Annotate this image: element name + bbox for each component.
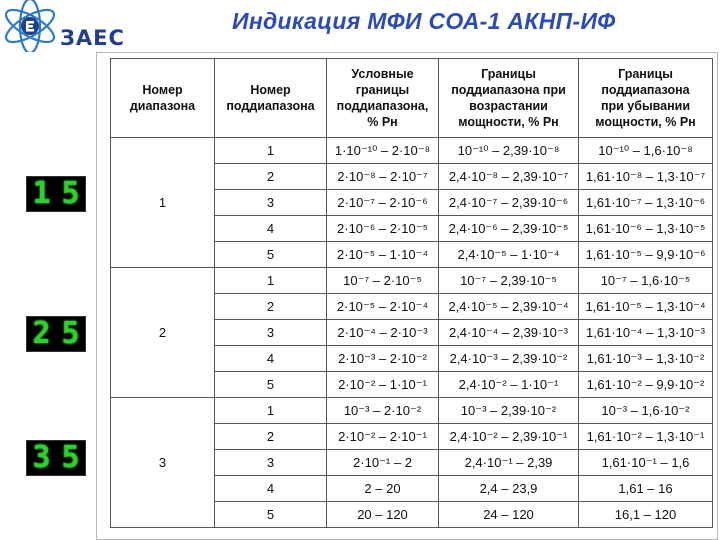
- rising-bounds: 2,4·10⁻⁶ – 2,39·10⁻⁵: [439, 216, 579, 242]
- header-line: мощности, % Pн: [458, 115, 559, 129]
- subrange-number: 1: [215, 138, 327, 164]
- range-number: 3: [111, 398, 215, 528]
- falling-bounds: 10⁻⁷ – 1,6·10⁻⁵: [579, 268, 713, 294]
- header-rising: [439, 59, 579, 138]
- nominal-bounds: 2·10⁻² – 1·10⁻¹: [327, 372, 439, 398]
- nominal-bounds: 1·10⁻¹⁰ – 2·10⁻⁸: [327, 138, 439, 164]
- rising-bounds: 2,4·10⁻⁸ – 2,39·10⁻⁷: [439, 164, 579, 190]
- range-number: 1: [111, 138, 215, 268]
- subrange-number: 5: [215, 372, 327, 398]
- indicator-digit: 5: [61, 440, 80, 475]
- rising-bounds: 2,4·10⁻³ – 2,39·10⁻²: [439, 346, 579, 372]
- header-line: границы: [355, 83, 410, 97]
- header-line: при убывании: [600, 99, 691, 113]
- subrange-number: 4: [215, 216, 327, 242]
- header-line: Номер: [250, 83, 291, 97]
- falling-bounds: 16,1 – 120: [579, 502, 713, 528]
- header-line: поддиапазона,: [336, 99, 429, 113]
- subrange-number: 3: [215, 320, 327, 346]
- nominal-bounds: 2·10⁻⁷ – 2·10⁻⁶: [327, 190, 439, 216]
- falling-bounds: 10⁻³ – 1,6·10⁻²: [579, 398, 713, 424]
- falling-bounds: 1,61·10⁻⁵ – 1,3·10⁻⁴: [579, 294, 713, 320]
- nominal-bounds: 2·10⁻⁵ – 1·10⁻⁴: [327, 242, 439, 268]
- falling-bounds: 1,61·10⁻² – 1,3·10⁻¹: [579, 424, 713, 450]
- header-line: Границы: [618, 67, 673, 81]
- subrange-number: 3: [215, 450, 327, 476]
- subrange-number: 2: [215, 164, 327, 190]
- header-line: поддиапазона: [226, 99, 315, 113]
- subrange-number: 2: [215, 424, 327, 450]
- indicator-digit: 2: [32, 316, 51, 351]
- atom-logo-icon: [0, 0, 60, 52]
- indicator-digit: 5: [61, 316, 80, 351]
- nominal-bounds: 2·10⁻⁴ – 2·10⁻³: [327, 320, 439, 346]
- nominal-bounds: 2·10⁻⁶ – 2·10⁻⁵: [327, 216, 439, 242]
- subrange-number: 5: [215, 502, 327, 528]
- indicator-display-1: [26, 176, 86, 212]
- header-bounds: [327, 59, 439, 138]
- header-line: Границы: [481, 67, 536, 81]
- logo-text: ЗАЕС: [60, 26, 125, 50]
- rising-bounds: 2,4·10⁻⁷ – 2,39·10⁻⁶: [439, 190, 579, 216]
- subrange-number: 3: [215, 190, 327, 216]
- nominal-bounds: 20 – 120: [327, 502, 439, 528]
- rising-bounds: 2,4·10⁻¹ – 2,39: [439, 450, 579, 476]
- table-row: [111, 268, 713, 294]
- header-line: поддиапазона: [601, 83, 690, 97]
- rising-bounds: 10⁻¹⁰ – 2,39·10⁻⁸: [439, 138, 579, 164]
- subrange-number: 4: [215, 476, 327, 502]
- table-row: [111, 138, 713, 164]
- subrange-table: [110, 58, 713, 528]
- page-title: Индикация МФИ СОА-1 АКНП-ИФ: [232, 8, 616, 34]
- falling-bounds: 1,61 – 16: [579, 476, 713, 502]
- subrange-number: 1: [215, 398, 327, 424]
- indicator-digit: 5: [61, 176, 80, 211]
- falling-bounds: 1,61·10⁻⁴ – 1,3·10⁻³: [579, 320, 713, 346]
- subrange-number: 5: [215, 242, 327, 268]
- indicator-display-3: [26, 440, 86, 476]
- subrange-number: 4: [215, 346, 327, 372]
- rising-bounds: 2,4·10⁻² – 1·10⁻¹: [439, 372, 579, 398]
- rising-bounds: 2,4 – 23,9: [439, 476, 579, 502]
- rising-bounds: 2,4·10⁻² – 2,39·10⁻¹: [439, 424, 579, 450]
- nominal-bounds: 2·10⁻³ – 2·10⁻²: [327, 346, 439, 372]
- company-logo: [0, 0, 140, 52]
- header-line: поддиапазона при: [451, 83, 566, 97]
- falling-bounds: 10⁻¹⁰ – 1,6·10⁻⁸: [579, 138, 713, 164]
- rising-bounds: 24 – 120: [439, 502, 579, 528]
- header-line: мощности, % Pн: [595, 115, 696, 129]
- indicator-digit: 3: [32, 440, 51, 475]
- subrange-number: 1: [215, 268, 327, 294]
- rising-bounds: 2,4·10⁻⁴ – 2,39·10⁻³: [439, 320, 579, 346]
- table-header-row: [111, 59, 713, 138]
- falling-bounds: 1,61·10⁻⁷ – 1,3·10⁻⁶: [579, 190, 713, 216]
- subrange-number: 2: [215, 294, 327, 320]
- header-range: [111, 59, 215, 138]
- header-line: возрастании: [469, 99, 548, 113]
- nominal-bounds: 10⁻³ – 2·10⁻²: [327, 398, 439, 424]
- header-line: % Pн: [367, 115, 398, 129]
- falling-bounds: 1,61·10⁻⁸ – 1,3·10⁻⁷: [579, 164, 713, 190]
- falling-bounds: 1,61·10⁻⁶ – 1,3·10⁻⁵: [579, 216, 713, 242]
- rising-bounds: 2,4·10⁻⁵ – 1·10⁻⁴: [439, 242, 579, 268]
- rising-bounds: 2,4·10⁻⁵ – 2,39·10⁻⁴: [439, 294, 579, 320]
- nominal-bounds: 2·10⁻⁸ – 2·10⁻⁷: [327, 164, 439, 190]
- rising-bounds: 10⁻⁷ – 2,39·10⁻⁵: [439, 268, 579, 294]
- falling-bounds: 1,61·10⁻⁵ – 9,9·10⁻⁶: [579, 242, 713, 268]
- header-line: диапазона: [129, 99, 196, 113]
- rising-bounds: 10⁻³ – 2,39·10⁻²: [439, 398, 579, 424]
- indicator-digit: 1: [32, 176, 51, 211]
- table-row: [111, 398, 713, 424]
- falling-bounds: 1,61·10⁻² – 9,9·10⁻²: [579, 372, 713, 398]
- nominal-bounds: 2·10⁻⁵ – 2·10⁻⁴: [327, 294, 439, 320]
- header-line: Номер: [142, 83, 183, 97]
- falling-bounds: 1,61·10⁻¹ – 1,6: [579, 450, 713, 476]
- nominal-bounds: 10⁻⁷ – 2·10⁻⁵: [327, 268, 439, 294]
- nominal-bounds: 2 – 20: [327, 476, 439, 502]
- header-subrange: [215, 59, 327, 138]
- range-number: 2: [111, 268, 215, 398]
- header-falling: [579, 59, 713, 138]
- indicator-display-2: [26, 316, 86, 352]
- header-line: Условные: [351, 67, 414, 81]
- nominal-bounds: 2·10⁻¹ – 2: [327, 450, 439, 476]
- nominal-bounds: 2·10⁻² – 2·10⁻¹: [327, 424, 439, 450]
- falling-bounds: 1,61·10⁻³ – 1,3·10⁻²: [579, 346, 713, 372]
